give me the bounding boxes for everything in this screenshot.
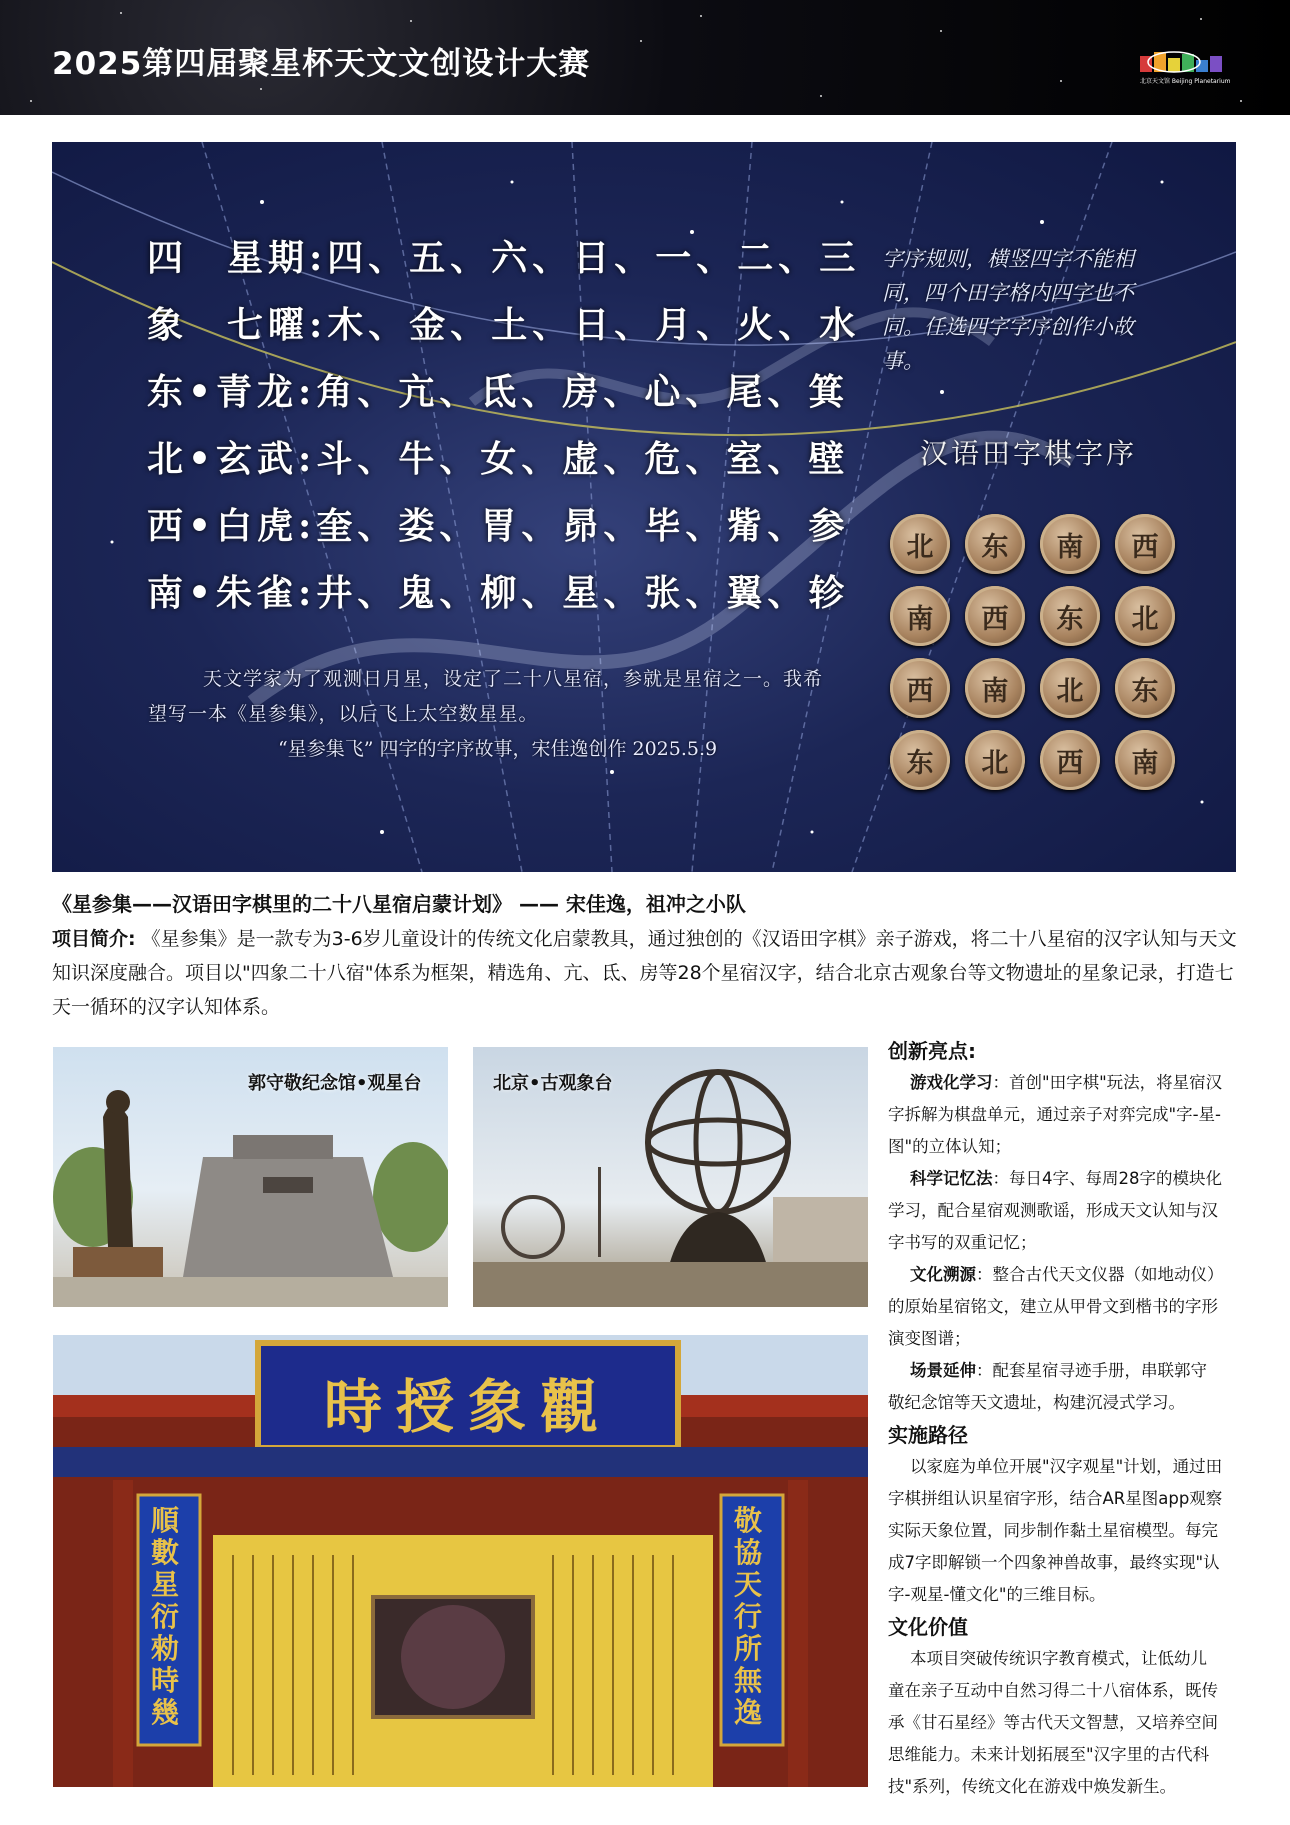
grid-coin: 东 [890,730,950,790]
grid-coin: 北 [1040,658,1100,718]
row-items: 木、金、土、日、月、火、水 [327,304,861,346]
photo-caption: 北京•古观象台 [493,1073,613,1094]
row-label: 七曜: [227,304,328,346]
row-items: 斗、牛、女、虚、危、室、壁 [316,438,850,480]
row-label: 南•朱雀: [147,572,317,614]
grid-coin: 东 [1040,586,1100,646]
row-east [147,364,860,431]
innovation-item [888,1259,1223,1355]
row-items: 角、亢、氐、房、心、尾、箕 [316,371,850,413]
row-west [147,498,860,565]
grid-coin: 西 [890,658,950,718]
grid-coin: 北 [1115,586,1175,646]
story-body: 天文学家为了观测日月星，设定了二十八星宿，参就是星宿之一。我希望写一本《星参集》，以后飞上太空数星星。 [148,668,824,725]
details-column [888,1035,1223,1803]
item-label: 游戏化学习 [910,1073,993,1092]
grid-coin: 南 [1115,730,1175,790]
project-title: 《星参集——汉语田字棋里的二十八星宿启蒙计划》 —— 宋佳逸，祖冲之小队 [52,892,746,916]
row-items: 奎、娄、胃、昴、毕、觜、参 [316,505,850,547]
grid-coin: 北 [965,730,1025,790]
qipu-title: 汉语田字棋字序 [920,437,1138,470]
story-signature: “星参集飞” 四字的字序故事，宋佳逸创作 2025.5.9 [278,738,718,760]
side-char: 四 [147,237,189,279]
innovation-item [888,1163,1223,1259]
project-intro [52,922,1242,1024]
item-text: ：配套星宿寻迹手册，串联郭守敬纪念馆等天文遗址，构建沉浸式学习。 [888,1361,1207,1412]
planetarium-logo [1138,50,1258,86]
rule-text: 字序规则，横竖四字不能相同，四个田字格内四字也不同。任选四字字序创作小故事。 [882,247,1134,373]
heading-innovation: 创新亮点: [888,1039,976,1063]
item-text: ：首创"田字棋"玩法，将星宿汉字拆解为棋盘单元，通过亲子对弈完成"字-星-图"的立体认知； [888,1073,1223,1156]
intro-label: 项目简介: [52,928,136,950]
intro-text: 《星参集》是一款专为3-6岁儿童设计的传统文化启蒙教具，通过独创的《汉语田字棋》亲子游戏，将二十八星宿的汉字认知与天文知识深度融合。项目以"四象二十八宿"体系为框架，精选角、亢、氐、房等28个星宿汉字，结合北京古观象台等文物遗址的星象记录，打造七天一循环的汉字认知体系。 [52,928,1237,1018]
row-north [147,431,860,498]
star-poster [52,142,1236,872]
photo-ancient-observatory [473,1047,868,1307]
item-text: ：整合古代天文仪器（如地动仪）的原始星宿铭文，建立从甲骨文到楷书的字形演变图谱； [888,1265,1218,1348]
item-label: 科学记忆法 [910,1169,993,1188]
value-text: 本项目突破传统识字教育模式，让低幼儿童在亲子互动中自然习得二十八宿体系，既传承《甘石星经》等古代天文智慧，又培养空间思维能力。未来计划拓展至"汉字里的古代科技"系列，传统文化在游戏中焕发新生。 [888,1649,1218,1796]
row-label: 北•玄武: [147,438,317,480]
row-weekday [147,230,860,297]
photo-guo-shoujing [53,1047,448,1307]
row-label: 东•青龙: [147,371,317,413]
couplet-left: 順數星衍勑時幾 [151,1504,180,1729]
page-title: 2025第四届聚星杯天文文创设计大赛 [52,46,591,82]
star-table [147,230,860,632]
row-label: 西•白虎: [147,505,317,547]
couplet-right: 敬協天行所無逸 [734,1504,763,1729]
innovation-item [888,1355,1223,1419]
grid-coin: 北 [890,514,950,574]
header-banner [0,0,1290,115]
heading-path: 实施路径 [888,1423,968,1447]
svg-text:北京天文馆 Beijing Planetarium: 北京天文馆 Beijing Planetarium [1140,78,1231,85]
photo-hall-plaque [53,1335,868,1787]
grid-coin: 东 [965,514,1025,574]
item-label: 场景延伸 [910,1361,976,1380]
row-items: 井、鬼、柳、星、张、翼、轸 [316,572,850,614]
story-text [148,662,828,767]
innovation-item [888,1067,1223,1163]
path-text: 以家庭为单位开展"汉字观星"计划，通过田字棋拼组认识星宿字形，结合AR星图app观察实际天象位置，同步制作黏土星宿模型。每完成7字即解锁一个四象神兽故事，最终实现"认字-观星-懂文化"的三维目标。 [888,1457,1223,1604]
item-label: 文化溯源 [910,1265,976,1284]
row-qiyao [147,297,860,364]
item-text: ：每日4字、每周28字的模块化学习，配合星宿观测歌谣，形成天文认知与汉字书写的双重记忆； [888,1169,1222,1252]
grid-coin: 西 [1040,730,1100,790]
photo-caption: 郭守敬纪念馆•观星台 [248,1073,422,1094]
grid-coin: 西 [965,586,1025,646]
row-south [147,565,860,632]
grid-coin: 南 [965,658,1025,718]
grid-coin: 南 [1040,514,1100,574]
grid-coin: 西 [1115,514,1175,574]
side-char: 象 [147,304,189,346]
row-label: 星期: [227,237,328,279]
grid-coin: 南 [890,586,950,646]
grid-coin: 东 [1115,658,1175,718]
row-items: 四、五、六、日、一、二、三 [327,237,861,279]
heading-value: 文化价值 [888,1615,968,1639]
plaque-text: 時授象觀 [323,1373,612,1441]
